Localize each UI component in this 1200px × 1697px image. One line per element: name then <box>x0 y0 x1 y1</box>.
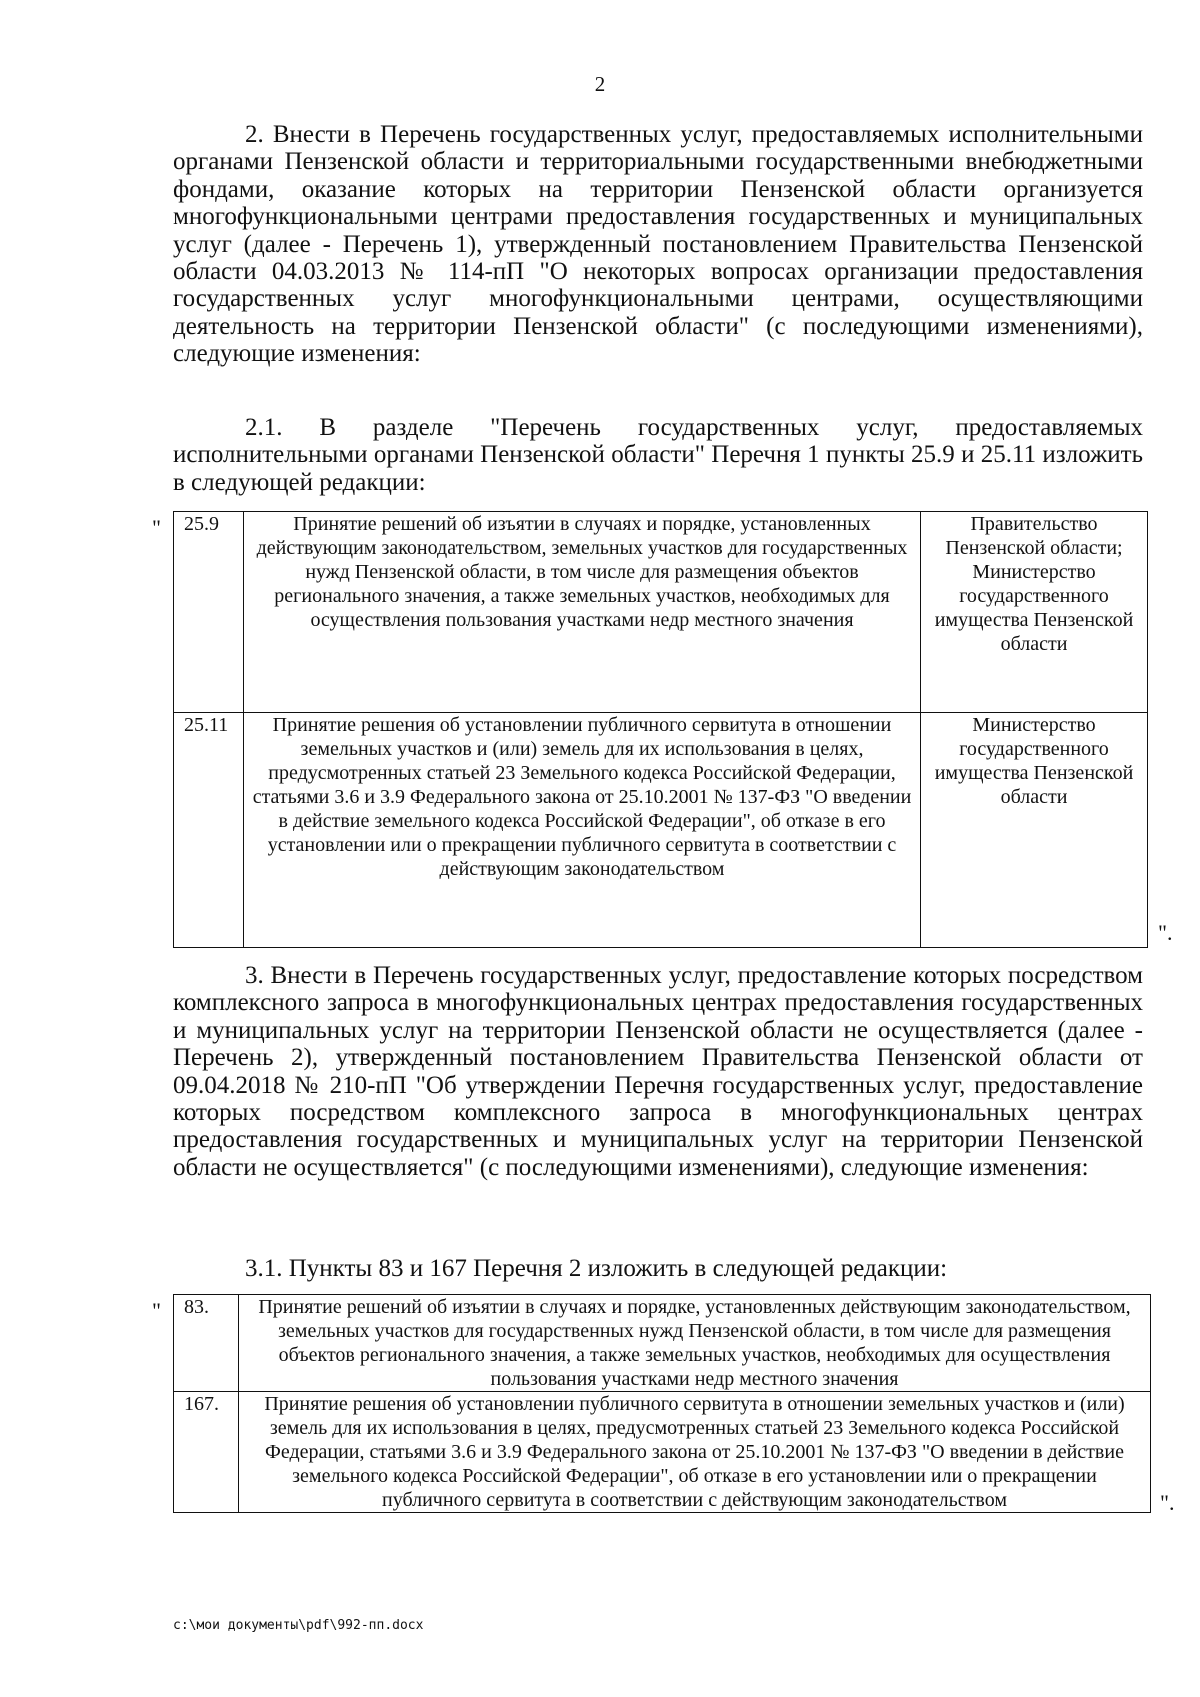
footer-file-path: c:\мои документы\pdf\992-пп.docx <box>173 1618 424 1633</box>
row-number: 25.9 <box>174 512 244 713</box>
authority: Министерство государственного имущества Пензенской области <box>921 713 1148 948</box>
service-name: Принятие решения об установлении публичного сервитута в отношении земельных участков и (или) земель для их использования в целях, предусмотренных статьей 23 Земельного кодекса Российской Федерации, статьями 3.6 и 3.9 Федерального закона от 25.10.2001 № 137-ФЗ "О введении в действие земельного кодекса Российской Федерации", об отказе в его установлении или о прекращении публичного сервитута в соответствии с действующим законодательством <box>239 1392 1151 1513</box>
service-name: Принятие решения об установлении публичного сервитута в отношении земельных участков и (или) земель для их использования в целях, предусмотренных статьей 23 Земельного кодекса Российской Федерации, статьями 3.6 и 3.9 Федерального закона от 25.10.2001 № 137-ФЗ "О введении в действие земельного кодекса Российской Федерации", об отказе в его установлении или о прекращении публичного сервитута в соответствии с действующим законодательством <box>244 713 921 948</box>
table-row <box>174 512 1148 713</box>
paragraph-3: 3. Внести в Перечень государственных услуг, предоставление которых посредством комплексного запроса в многофункциональных центрах предоставления государственных и муниципальных услуг на территории Пензенской области не осуществляется (далее - Перечень 2), утвержденный постановлением Правительства Пензенской области от 09.04.2018 № 210-пП "Об утверждении Перечня государственных услуг, предоставление которых посредством комплексного запроса в многофункциональных центрах предоставления государственных и муниципальных услуг на территории Пензенской области не осуществляется" (с последующими изменениями), следующие изменения: <box>173 962 1143 1181</box>
authority: Правительство Пензенской области; Министерство государственного имущества Пензенской области <box>921 512 1148 713</box>
table-row <box>174 1295 1151 1392</box>
paragraph-2: 2. Внести в Перечень государственных услуг, предоставляемых исполнительными органами Пензенской области и территориальными государственными внебюджетными фондами, оказание которых на территории Пензенской области организуется многофункциональными центрами предоставления государственных и муниципальных услуг (далее - Перечень 1), утвержденный постановлением Правительства Пензенской области 04.03.2013 № 114-пП "О некоторых вопросах организации предоставления государственных услуг многофункциональными центрами, осуществляющими деятельность на территории Пензенской области" (с последующими изменениями), следующие изменения: <box>173 121 1143 368</box>
close-quote-1: ". <box>1158 920 1173 945</box>
service-name: Принятие решений об изъятии в случаях и порядке, установленных действующим законодательством, земельных участков для государственных нужд Пензенской области, в том числе для размещения объектов регионального значения, а также земельных участков, необходимых для осуществления пользования участками недр местного значения <box>244 512 921 713</box>
close-quote-2: ". <box>1160 1490 1175 1515</box>
table-perechen-2 <box>173 1294 1151 1513</box>
row-number: 167. <box>174 1392 239 1513</box>
service-name: Принятие решений об изъятии в случаях и порядке, установленных действующим законодательством, земельных участков для государственных нужд Пензенской области, в том числе для размещения объектов регионального значения, а также земельных участков, необходимых для осуществления пользования участками недр местного значения <box>239 1295 1151 1392</box>
row-number: 25.11 <box>174 713 244 948</box>
open-quote-1: " <box>152 515 161 540</box>
table-row <box>174 1392 1151 1513</box>
paragraph-3-1: 3.1. Пункты 83 и 167 Перечня 2 изложить в следующей редакции: <box>245 1255 948 1282</box>
table-row <box>174 713 1148 948</box>
table-perechen-1 <box>173 511 1148 948</box>
open-quote-2: " <box>152 1298 161 1323</box>
paragraph-2-1: 2.1. В разделе "Перечень государственных услуг, предоставляемых исполнительными органами Пензенской области" Перечня 1 пункты 25.9 и 25.11 изложить в следующей редакции: <box>173 414 1143 496</box>
row-number: 83. <box>174 1295 239 1392</box>
page-number: 2 <box>594 72 606 96</box>
